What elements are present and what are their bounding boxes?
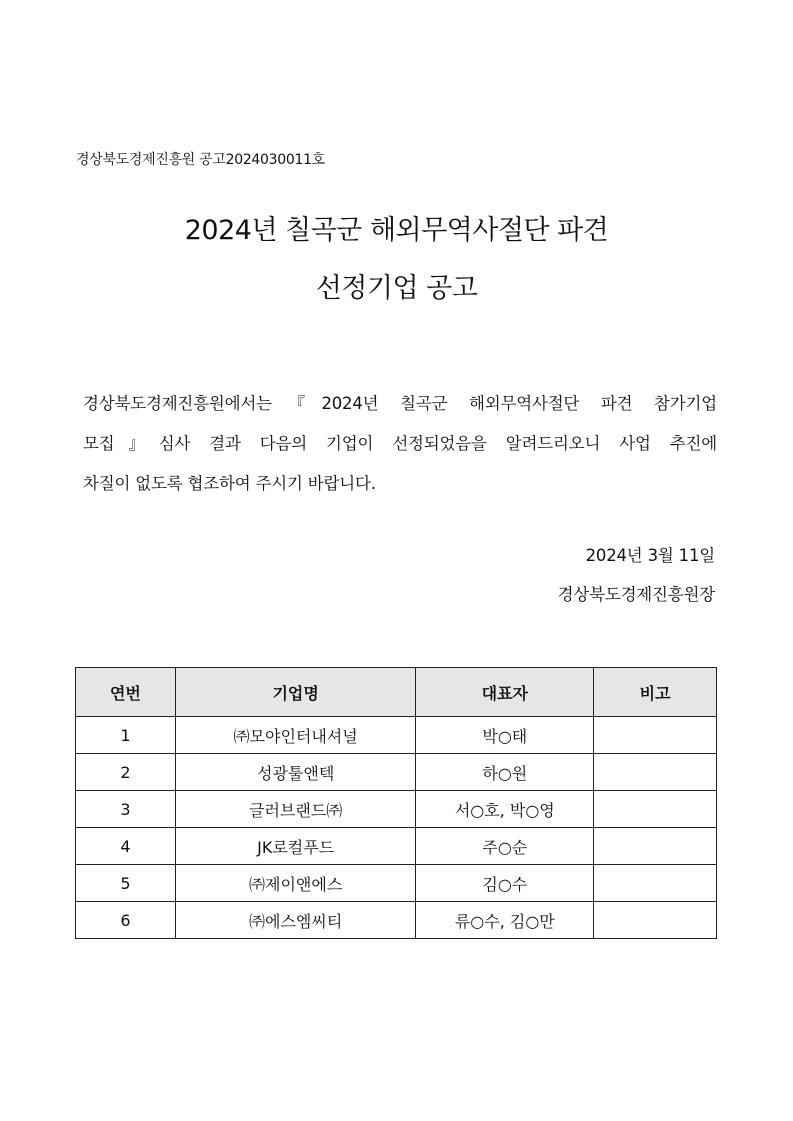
table-row — [76, 754, 717, 791]
cell-no: 5 — [76, 865, 176, 902]
announcement-body — [83, 384, 717, 504]
table-row — [76, 865, 717, 902]
cell-company: ㈜에스엠씨티 — [175, 902, 416, 939]
body-line: 차질이 없도록 협조하여 주시기 바랍니다. — [83, 474, 376, 493]
cell-no: 4 — [76, 828, 176, 865]
cell-note — [594, 865, 717, 902]
table-row — [76, 902, 717, 939]
cell-representative: 김○수 — [416, 865, 594, 902]
cell-no: 3 — [76, 791, 176, 828]
header-representative: 대표자 — [416, 668, 594, 717]
title-line-1: 2024년 칠곡군 해외무역사절단 파견 — [184, 215, 609, 246]
cell-note — [594, 754, 717, 791]
body-line: 경상북도경제진흥원에서는『2024년 칠곡군 해외무역사절단 파견 참가기업 — [83, 394, 717, 413]
selected-companies-table — [75, 667, 717, 939]
cell-company: 글러브랜드㈜ — [175, 791, 416, 828]
header-no: 연번 — [76, 668, 176, 717]
cell-representative: 하○원 — [416, 754, 594, 791]
cell-representative: 서○호, 박○영 — [416, 791, 594, 828]
table-header-row — [76, 668, 717, 717]
cell-note — [594, 791, 717, 828]
body-line: 모집』심사 결과 다음의 기업이 선정되었음을 알려드리오니 사업 추진에 — [83, 434, 717, 453]
cell-company: ㈜모야인터내셔널 — [175, 717, 416, 754]
title-line-2: 선정기업 공고 — [315, 273, 478, 304]
cell-note — [594, 902, 717, 939]
table-row — [76, 717, 717, 754]
cell-representative: 주○순 — [416, 828, 594, 865]
cell-representative: 류○수, 김○만 — [416, 902, 594, 939]
cell-representative: 박○태 — [416, 717, 594, 754]
cell-no: 1 — [76, 717, 176, 754]
table-row — [76, 828, 717, 865]
announcement-date: 2024년 3월 11일 — [585, 546, 715, 565]
cell-note — [594, 828, 717, 865]
cell-company: 성광툴앤텍 — [175, 754, 416, 791]
cell-no: 2 — [76, 754, 176, 791]
cell-company: JK로컬푸드 — [175, 828, 416, 865]
header-note: 비고 — [594, 668, 717, 717]
notice-number: 경상북도경제진흥원 공고2024030011호 — [76, 152, 325, 168]
table-row — [76, 791, 717, 828]
cell-note — [594, 717, 717, 754]
cell-company: ㈜제이앤에스 — [175, 865, 416, 902]
header-company: 기업명 — [175, 668, 416, 717]
signer: 경상북도경제진흥원장 — [557, 585, 715, 604]
cell-no: 6 — [76, 902, 176, 939]
